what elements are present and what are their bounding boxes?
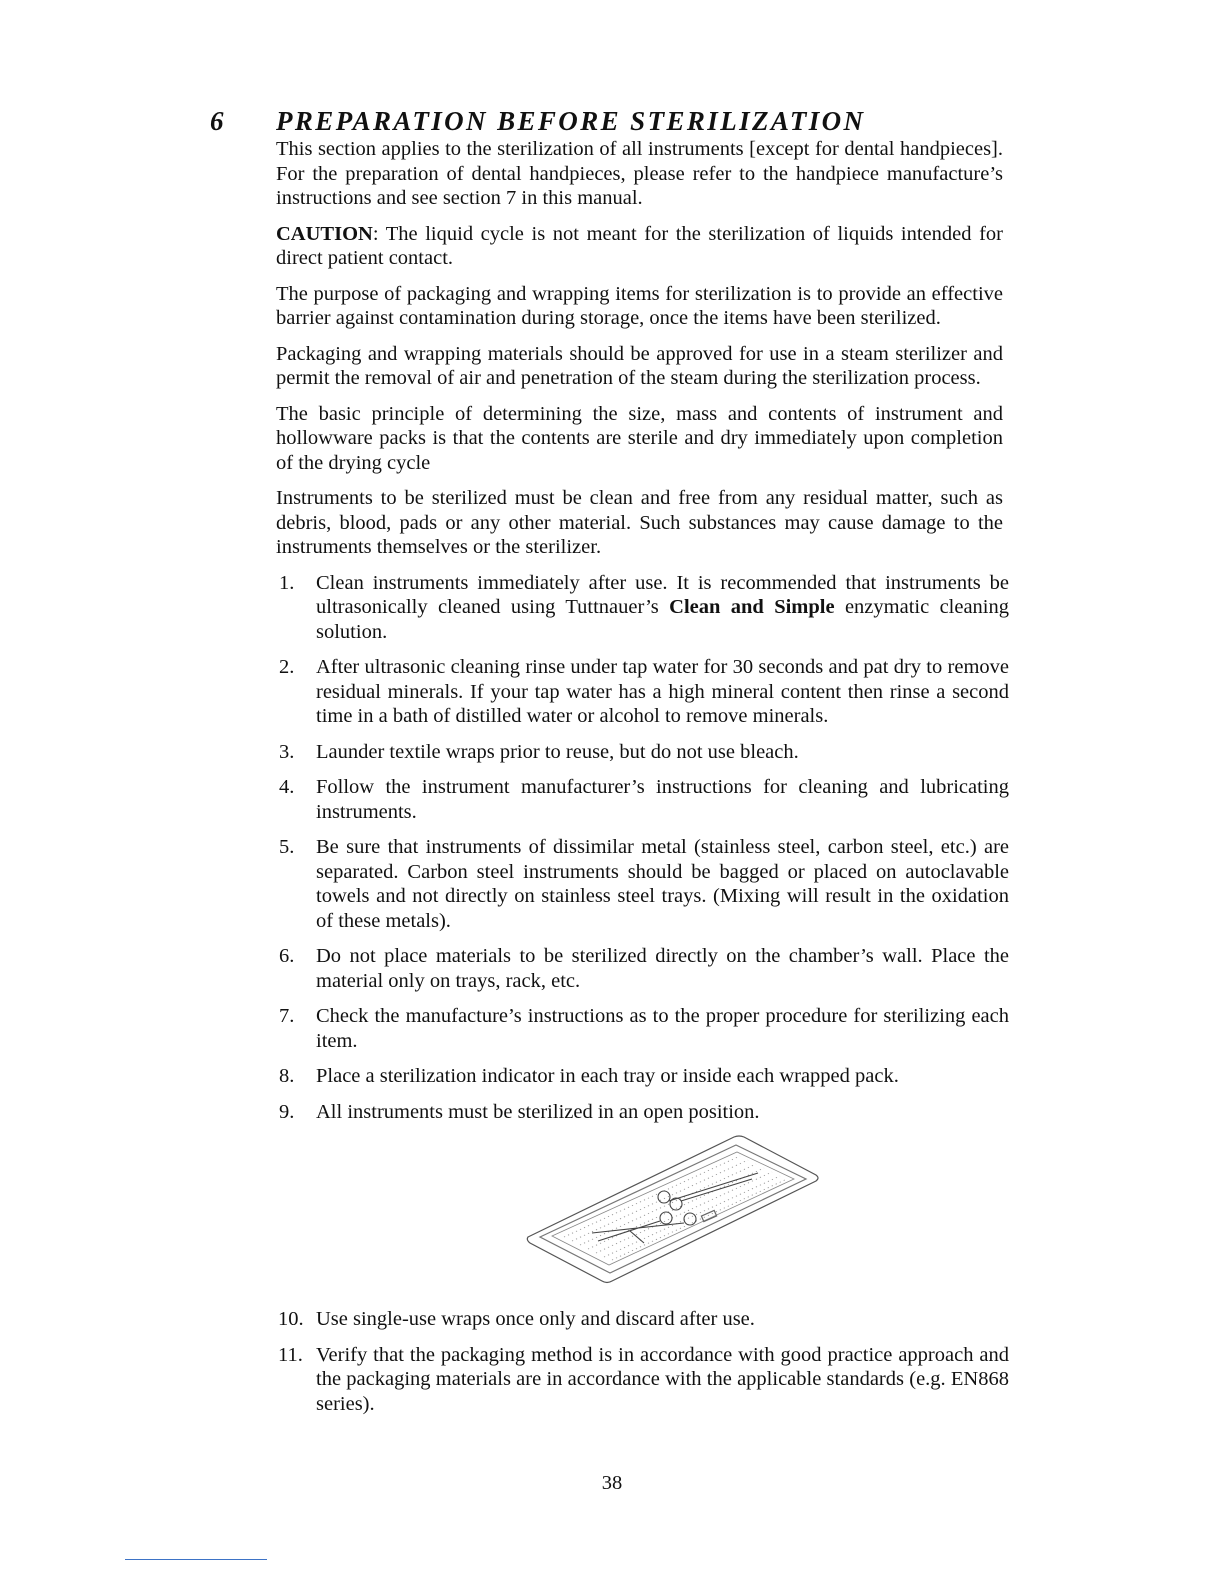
product-name: Clean and Simple [669, 596, 835, 618]
caution-paragraph [276, 222, 1003, 271]
list-item-number: 7. [279, 1005, 295, 1027]
packaging-paragraph: Packaging and wrapping materials should be approved for use in a steam sterilizer and permit the removal of air and penetration of the steam during the sterilization process. [276, 342, 1003, 389]
list-item [276, 655, 1009, 729]
list-item-number: 11. [278, 1343, 303, 1366]
principle-paragraph: The basic principle of determining the size, mass and contents of instrument and hollowware packs is that the contents are sterile and dry immediately upon completion of the drying cycle [276, 402, 1003, 474]
section-heading [210, 104, 1010, 138]
purpose-paragraph: The purpose of packaging and wrapping items for sterilization is to provide an effective barrier against contamination during storage, once the items have been sterilized. [276, 282, 1003, 329]
list-item-text: Use single-use wraps once only and discard after use. [316, 1308, 755, 1330]
caution-text: : The liquid cycle is not meant for the sterilization of liquids intended for direct patient contact. [276, 222, 1003, 269]
cleanliness-paragraph: Instruments to be sterilized must be clean and free from any residual matter, such as debris, blood, pads or any other material. Such substances may cause damage to the instruments themselves or the sterilizer. [276, 487, 1003, 558]
footer-divider [125, 1559, 267, 1560]
page-number: 38 [601, 1472, 623, 1494]
list-item [276, 740, 1009, 765]
list-item-number: 2. [279, 656, 295, 678]
list-item [276, 1004, 1009, 1053]
list-item-text: Place a sterilization indicator in each tray or inside each wrapped pack. [316, 1065, 899, 1087]
intro-paragraph: This section applies to the sterilization of all instruments [except for dental handpieces]. For the preparation of dental handpieces, please refer to the handpiece manufacture’s instructions and see section 7 in this manual. [276, 138, 1003, 209]
list-item [276, 1343, 1009, 1417]
list-item-number: 6. [279, 945, 295, 967]
list-item-text: Launder textile wraps prior to reuse, but do not use bleach. [316, 740, 799, 763]
list-item [276, 1064, 1009, 1089]
section-number: 6 [210, 106, 226, 136]
preparation-steps-list [276, 571, 1009, 1125]
caution-label: CAUTION [276, 222, 373, 245]
list-item-number: 4. [279, 776, 295, 798]
list-item [276, 835, 1009, 933]
list-item [276, 1100, 1009, 1125]
list-item-text: Do not place materials to be sterilized directly on the chamber’s wall. Place the material only on trays, rack, etc. [316, 945, 1009, 992]
list-item-text: Check the manufacture’s instructions as to the proper procedure for sterilizing each item. [316, 1005, 1009, 1052]
list-item-number: 10. [278, 1308, 304, 1330]
perforated-tray-icon [526, 1135, 820, 1285]
list-item [276, 1307, 1009, 1332]
list-item [276, 775, 1009, 824]
list-item-number: 1. [279, 571, 295, 594]
list-item [276, 571, 1009, 645]
list-item [276, 944, 1009, 993]
list-item-text: All instruments must be sterilized in an open position. [316, 1100, 760, 1123]
list-item-number: 9. [279, 1100, 295, 1123]
list-item-text: After ultrasonic cleaning rinse under tap water for 30 seconds and pat dry to remove residual minerals. If your tap water has a high mineral content then rinse a second time in a bath of distilled water or alcohol to remove minerals. [316, 656, 1009, 727]
section-body [276, 137, 1010, 1427]
list-item-number: 3. [279, 740, 295, 763]
list-item-number: 5. [279, 836, 295, 858]
list-item-number: 8. [279, 1065, 295, 1087]
list-item-text: Clean instruments immediately after use. It is recommended that instruments be ultrasonically cleaned using Tuttnauer’s [316, 571, 1009, 618]
list-item-text: enzymatic cleaning solution. [316, 596, 1010, 643]
section-title: PREPARATION BEFORE STERILIZATION [276, 106, 866, 136]
preparation-steps-list-continued [276, 1307, 1009, 1416]
list-item-text: Follow the instrument manufacturer’s instructions for cleaning and lubricating instruments. [316, 776, 1009, 823]
list-item-text: Be sure that instruments of dissimilar metal (stainless steel, carbon steel, etc.) are separated. Carbon steel instruments should be bagged or placed on autoclavable towels and not directly on stainless steel trays. (Mixing will result in the oxidation of these metals). [316, 836, 1009, 932]
tray-illustration [276, 1135, 1003, 1292]
list-item-text: Verify that the packaging method is in accordance with good practice approach and the packaging materials are in accordance with the applicable standards (e.g. EN868 series). [316, 1343, 1009, 1415]
